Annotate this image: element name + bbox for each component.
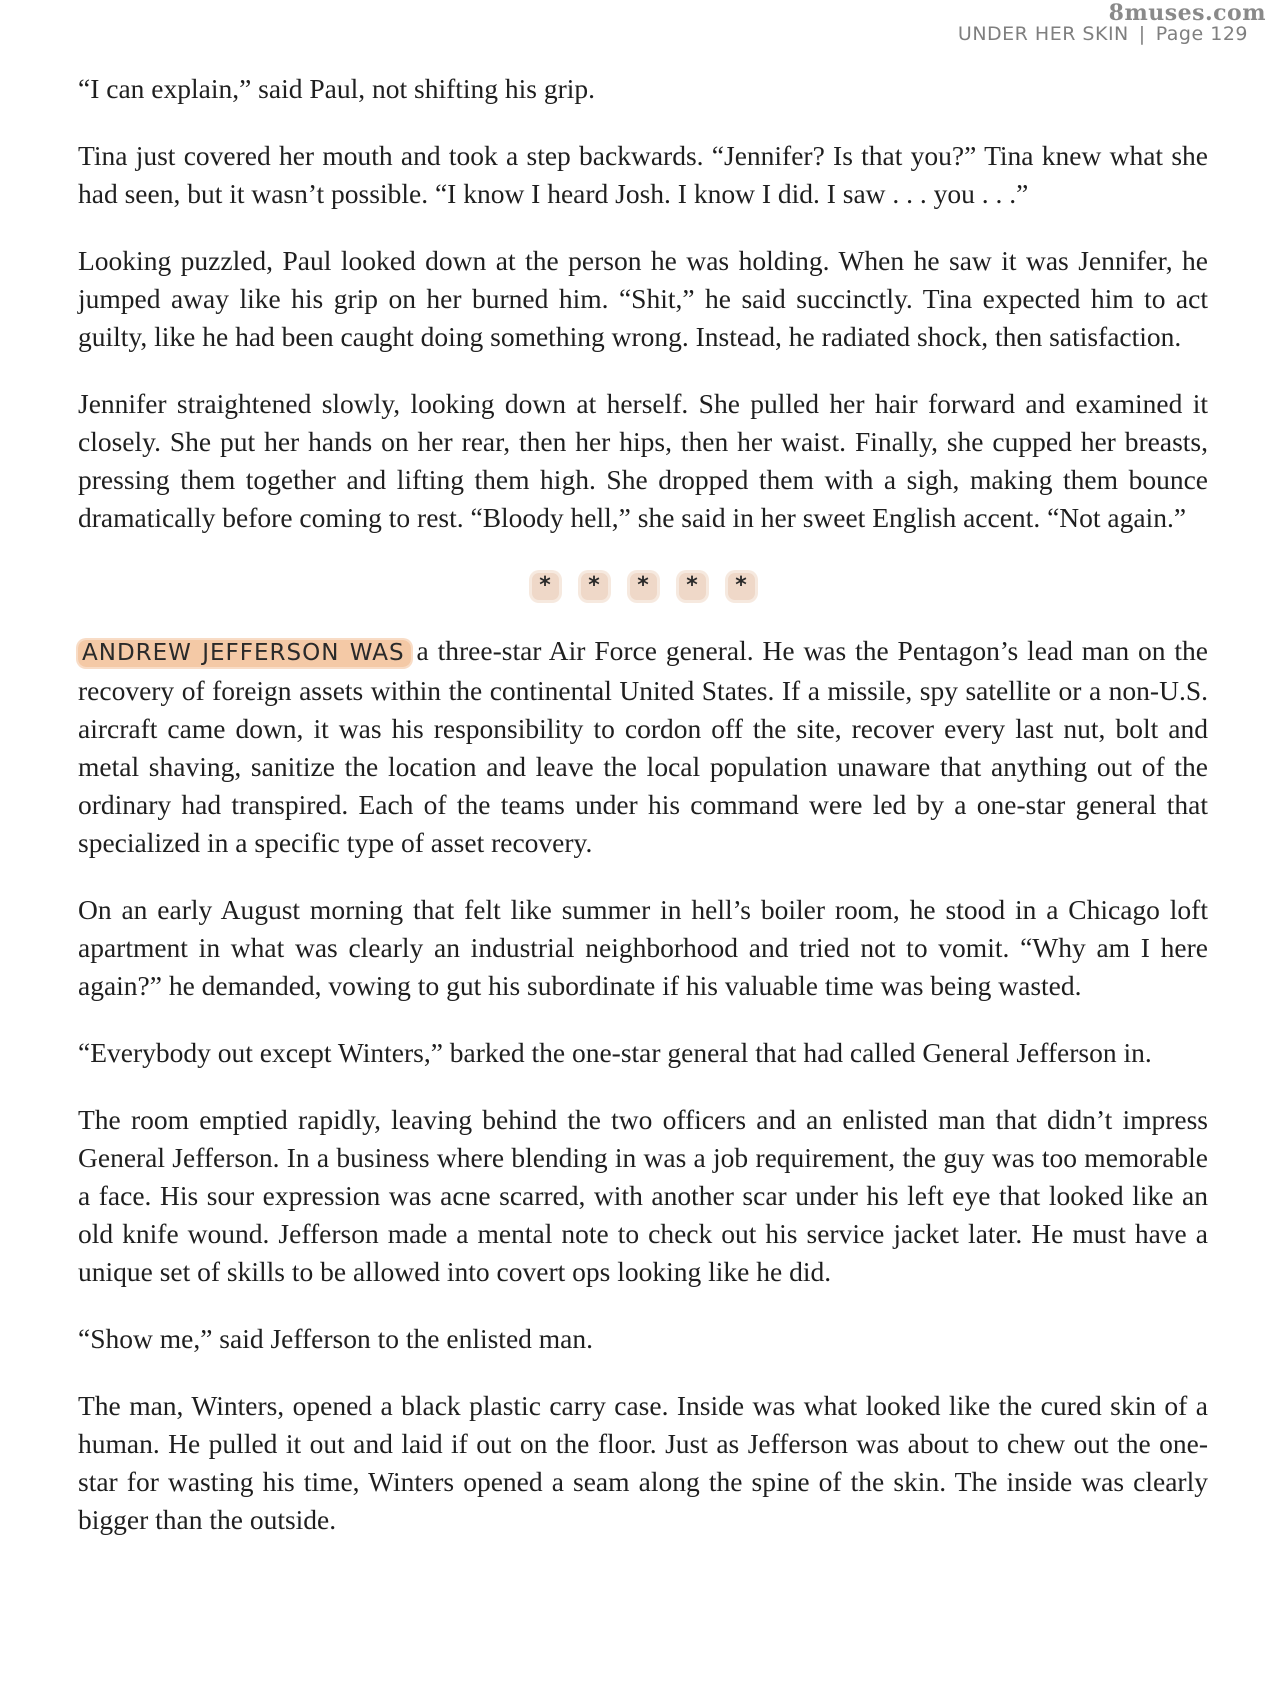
running-header xyxy=(958,23,1248,45)
asterisk-icon: * xyxy=(679,573,706,600)
asterisk-icon: * xyxy=(728,573,755,600)
paragraph-5-text: a three-star Air Force general. He was the Pentagon’s lead man on the recovery of foreign assets within the continental United States. If a missile, spy satellite or a non-U.S. aircraft came down, it was his responsibility to cordon off the site, recover every last nut, bolt and metal shaving, sanitize the location and leave the local population unaware that anything out of the ordinary had transpired. Each of the teams under his command were led by a one-star general that specialized in a specific type of asset recovery. xyxy=(78,635,1208,858)
header-separator: | xyxy=(1138,23,1146,45)
chapter-lead-in: ANDREW JEFFERSON WAS xyxy=(78,640,411,667)
watermark: 8muses.com xyxy=(1108,0,1266,26)
paragraph-1: “I can explain,” said Paul, not shifting his grip. xyxy=(78,73,596,104)
page-body xyxy=(78,70,1208,1568)
book-title: UNDER HER SKIN xyxy=(957,23,1129,45)
paragraph-10: The man, Winters, opened a black plastic carry case. Inside was what looked like the cured skin of a human. He pulled it out and laid if out on the floor. Just as Jefferson was about to chew out the one-star for wasting his time, Winters opened a seam along the spine of the skin. The inside was clearly bigger than the outside. xyxy=(78,1390,1208,1535)
asterisk-icon: * xyxy=(581,573,608,600)
page-number: Page 129 xyxy=(1155,23,1248,45)
paragraph-5 xyxy=(78,632,1208,862)
asterisk-icon: * xyxy=(532,573,559,600)
paragraph-9: “Show me,” said Jefferson to the enlisted man. xyxy=(78,1323,593,1354)
paragraph-4: Jennifer straightened slowly, looking down at herself. She pulled her hair forward and examined it closely. She put her hands on her rear, then her hips, then her waist. Finally, she cupped her breasts, pressing them together and lifting them high. She dropped them with a sigh, making them bounce dramatically before coming to rest. “Bloody hell,” she said in her sweet English accent. “Not again.” xyxy=(78,388,1208,533)
paragraph-2: Tina just covered her mouth and took a step backwards. “Jennifer? Is that you?” Tina knew what she had seen, but it wasn’t possible. “I know I heard Josh. I know I did. I saw . . . you . . .” xyxy=(78,140,1208,209)
paragraph-8: The room emptied rapidly, leaving behind the two officers and an enlisted man that didn’t impress General Jefferson. In a business where blending in was a job requirement, the guy was too memorable a face. His sour expression was acne scarred, with another scar under his left eye that looked like an old knife wound. Jefferson made a mental note to check out his service jacket later. He must have a unique set of skills to be allowed into covert ops looking like he did. xyxy=(78,1104,1208,1287)
paragraph-7: “Everybody out except Winters,” barked the one-star general that had called General Jefferson in. xyxy=(78,1037,1152,1068)
section-break xyxy=(78,566,1208,606)
paragraph-6: On an early August morning that felt like summer in hell’s boiler room, he stood in a Chicago loft apartment in what was clearly an industrial neighborhood and tried not to vomit. “Why am I here again?” he demanded, vowing to gut his subordinate if his valuable time was being wasted. xyxy=(78,894,1208,1001)
asterisk-icon: * xyxy=(630,573,657,600)
paragraph-3: Looking puzzled, Paul looked down at the person he was holding. When he saw it was Jennifer, he jumped away like his grip on her burned him. “Shit,” he said succinctly. Tina expected him to act guilty, like he had been caught doing something wrong. Instead, he radiated shock, then satisfaction. xyxy=(78,245,1208,352)
